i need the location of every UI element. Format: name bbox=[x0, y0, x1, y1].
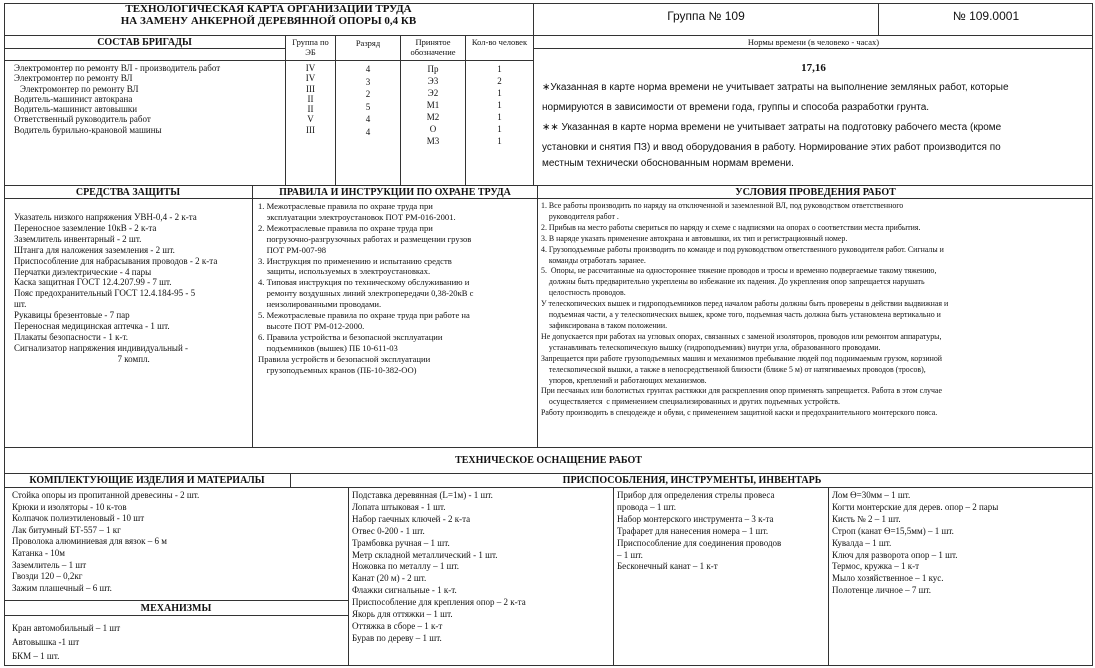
condition-line: Работу производить в спецодежде и обуви, с применением защитной каски и предохранительного монтерского пояса. bbox=[541, 408, 938, 418]
page-title-line1: ТЕХНОЛОГИЧЕСКАЯ КАРТА ОРГАНИЗАЦИИ ТРУДА bbox=[125, 3, 412, 15]
safety-rule-line: грузоподъемных кранов (ПБ-10-382-ОО) bbox=[258, 364, 417, 375]
group-number: Группа № 109 bbox=[667, 9, 745, 23]
safety-rule-line: высоте ПОТ РМ-012-2000. bbox=[258, 320, 365, 331]
brigade-count: 1 bbox=[497, 64, 502, 74]
material-item: Зажим плашечный – 6 шт. bbox=[12, 582, 112, 593]
condition-line: 1. Все работы производить по наряду на отключенной и заземленной ВЛ, под руководством ответственного bbox=[541, 201, 904, 210]
divider bbox=[4, 60, 533, 61]
tool-item: Прибор для определения стрелы провеса bbox=[617, 490, 775, 500]
brigade-group: III bbox=[306, 83, 315, 94]
safety-rule-line: 1. Межотраслевые правила по охране труда при bbox=[258, 201, 433, 211]
equipment-title: ТЕХНИЧЕСКОЕ ОСНАЩЕНИЕ РАБОТ bbox=[455, 455, 642, 466]
mechanisms-title: МЕХАНИЗМЫ bbox=[140, 603, 212, 614]
safety-rule-line: ПОТ РМ-007-98 bbox=[258, 244, 327, 255]
protection-item: 7 компл. bbox=[14, 353, 150, 364]
tool-item: Кувалда – 1 шт. bbox=[832, 537, 892, 548]
brigade-role: Водитель-машинист автокрана bbox=[14, 93, 133, 104]
safety-rule-line: 2. Межотраслевые правила по охране труда при bbox=[258, 222, 433, 233]
tool-item: Термос, кружка – 1 к-т bbox=[832, 561, 920, 572]
safety-rule-line: 3. Инструкция по применению и испытанию средств bbox=[258, 255, 452, 266]
brigade-counts bbox=[466, 63, 533, 147]
tool-item: провода – 1 шт. bbox=[617, 501, 677, 512]
divider bbox=[252, 185, 253, 447]
brigade-rank: 2 bbox=[365, 89, 371, 99]
condition-line: телескопической вышки, а также в непосредственной близости (ближе 5 м) от натягиваемых проводов (тросов), bbox=[541, 364, 926, 374]
protection-item: Приспособление для набрасывания проводов - 2 к-та bbox=[14, 255, 218, 266]
protection-item: Пояс предохранительный ГОСТ 12.4.184-95 - 5 bbox=[14, 288, 196, 299]
tool-item: Отвес 0-200 - 1 шт. bbox=[352, 525, 425, 536]
brigade-code: М3 bbox=[426, 136, 440, 146]
material-item: Катанка - 10м bbox=[12, 547, 65, 558]
material-item: Заземлитель – 1 шт bbox=[12, 559, 87, 570]
tool-item: Приспособление для крепления опор – 2 к-та bbox=[352, 597, 526, 608]
brigade-roles bbox=[14, 63, 220, 135]
safety-rules-list bbox=[258, 201, 473, 376]
material-item: Лак битумный БТ-557 – 1 кг bbox=[12, 524, 121, 535]
tool-item: Ножовка по металлу – 1 шт. bbox=[352, 561, 460, 572]
brigade-group: IV bbox=[305, 73, 316, 84]
tool-item: Якорь для оттяжки – 1 шт. bbox=[352, 609, 453, 620]
brigade-code: О bbox=[429, 124, 437, 134]
divider bbox=[4, 185, 1093, 186]
brigade-codes bbox=[401, 63, 465, 147]
divider bbox=[613, 487, 614, 666]
condition-line: 3. В наряде указать применение автокрана и автовышки, их тип и регистрационный номер. bbox=[541, 233, 848, 243]
brigade-count: 1 bbox=[497, 100, 502, 110]
norms-header: Нормы времени (в человеко - часах) bbox=[747, 37, 880, 47]
brigade-code: Пр bbox=[427, 64, 439, 74]
brigade-group: V bbox=[307, 114, 314, 125]
tools-list-2 bbox=[617, 490, 781, 573]
protection-item: шт. bbox=[14, 299, 27, 310]
norm-note-2b: установки и снятия ПЗ) и ввод оборудования в работу. Нормирование этих работ производится по bbox=[542, 142, 1001, 153]
divider bbox=[4, 600, 348, 601]
protection-item: Переносное заземление 10кВ - 2 к-та bbox=[14, 222, 157, 233]
brigade-code: М2 bbox=[426, 112, 440, 122]
brigade-count: 1 bbox=[497, 124, 502, 134]
safety-rule-line: 5. Межотраслевые правила по охране труда при работе на bbox=[258, 310, 470, 321]
condition-line: 5. Опоры, не рассчитанные на одностороннее тяжение проводов и тросы и временно подвергаемые такому тяжению, bbox=[541, 266, 937, 276]
tool-item: Флажки сигнальные - 1 к-т. bbox=[352, 585, 457, 596]
condition-line: должны быть предварительно укреплены во избежание их падения. До укрепления опор запрещается нарушать bbox=[541, 277, 925, 287]
brigade-code: М1 bbox=[426, 100, 440, 110]
protection-item: Штанга для наложения заземления - 2 шт. bbox=[14, 244, 175, 255]
divider bbox=[533, 3, 534, 185]
brigade-rank: 3 bbox=[365, 76, 371, 87]
protection-item: Заземлитель инвентарный - 2 шт. bbox=[14, 233, 142, 244]
condition-line: целостность проводов. bbox=[541, 288, 626, 298]
mechanism-item: Кран автомобильный – 1 шт bbox=[12, 623, 121, 633]
protection-item: Каска защитная ГОСТ 12.4.207.99 - 7 шт. bbox=[14, 277, 172, 288]
brigade-role: Водитель бурильно-крановой машины bbox=[14, 124, 162, 135]
tool-item: Когти монтерские для дерев. опор – 2 пары bbox=[832, 501, 999, 512]
tool-item: Подставка деревянная (L=1м) - 1 шт. bbox=[352, 490, 493, 500]
protection-item: Переносная медицинская аптечка - 1 шт. bbox=[14, 321, 170, 332]
brigade-group: II bbox=[307, 93, 314, 104]
tools-title: ПРИСПОСОБЛЕНИЯ, ИНСТРУМЕНТЫ, ИНВЕНТАРЬ bbox=[562, 475, 822, 486]
brigade-rank: 5 bbox=[365, 101, 371, 112]
materials-title: КОМПЛЕКТУЮЩИЕ ИЗДЕЛИЯ И МАТЕРИАЛЫ bbox=[29, 475, 265, 486]
norm-note-1a: ∗Указанная в карте норма времени не учитывает затраты на выполнение земляных работ, которые bbox=[542, 82, 1009, 93]
safety-rule-line: эксплуатации электроустановок ПОТ РМ-016-2001. bbox=[258, 211, 456, 222]
norm-value: 17,16 bbox=[801, 62, 826, 74]
norm-note-2c: местным технически обоснованным нормам времени. bbox=[542, 158, 794, 169]
brigade-role: Водитель-машинист автовышки bbox=[14, 104, 138, 115]
brigade-count: 1 bbox=[497, 112, 502, 122]
tool-item: Строп (канат Ө=15,5мм) – 1 шт. bbox=[832, 525, 954, 536]
protection-list bbox=[14, 212, 217, 365]
norm-note-2a: ∗∗ Указанная в карте норма времени не учитывает затраты на подготовку рабочего места (кроме bbox=[542, 122, 1002, 133]
material-item: Гвозди 120 – 0,2кг bbox=[12, 571, 83, 582]
material-item: Колпачок полиэтиленовый - 10 шт bbox=[12, 513, 145, 524]
tool-item: Трамбовка ручная – 1 шт. bbox=[352, 537, 450, 548]
tool-item: Лопата штыковая - 1 шт. bbox=[352, 501, 446, 512]
tool-item: Полотенце личное – 7 шт. bbox=[832, 585, 931, 596]
brigade-rank: 4 bbox=[365, 64, 371, 74]
mechanism-item: Автовышка -1 шт bbox=[12, 637, 80, 647]
material-item: Стойка опоры из пропитанной древесины - 2 шт. bbox=[12, 490, 200, 500]
condition-line: При песчаных или болотистых грунтах растяжки для раскрепления опор применять запрещается. Работа в этом случае bbox=[541, 386, 942, 396]
brigade-code: Э2 bbox=[427, 88, 439, 98]
brigade-ranks bbox=[336, 63, 400, 138]
divider bbox=[537, 185, 538, 447]
tool-item: – 1 шт. bbox=[617, 549, 643, 560]
brigade-rank: 4 bbox=[365, 126, 371, 137]
brigade-group: IV bbox=[305, 63, 316, 73]
brigade-count: 1 bbox=[497, 88, 502, 98]
safety-rule-line: защиты, используемых в электроустановках. bbox=[258, 266, 431, 277]
protection-item: Плакаты безопасности - 1 к-т. bbox=[14, 331, 128, 342]
mechanisms-list bbox=[12, 621, 120, 663]
divider bbox=[4, 48, 285, 49]
tool-item: Трафарет для нанесения номера – 1 шт. bbox=[617, 525, 769, 536]
divider bbox=[4, 473, 1093, 474]
brigade-groups bbox=[286, 63, 335, 135]
condition-line: руководителя работ . bbox=[541, 211, 619, 221]
tools-list-1 bbox=[352, 490, 526, 645]
tool-item: Набор монтерского инструмента – 3 к-та bbox=[617, 513, 774, 524]
tool-item: Мыло хозяйственное – 1 кус. bbox=[832, 573, 944, 584]
protection-title: СРЕДСТВА ЗАЩИТЫ bbox=[75, 187, 181, 198]
condition-line: команды отработать заранее. bbox=[541, 255, 646, 265]
safety-rule-line: 4. Типовая инструкция по техническому обслуживанию и bbox=[258, 277, 470, 288]
tool-item: Кисть № 2 – 1 шт. bbox=[832, 513, 901, 524]
material-item: Крюки и изоляторы - 10 к-тов bbox=[12, 501, 127, 512]
safety-rule-line: Правила устройств и безопасной эксплуатации bbox=[258, 353, 431, 364]
brigade-rank: 4 bbox=[365, 114, 371, 124]
mechanism-item: БКМ – 1 шт. bbox=[12, 651, 60, 661]
condition-line: устанавливать телескопическую вышку (гидроподъемник) внутри угла, образованного проводами. bbox=[541, 342, 881, 352]
count-header: Кол-во человек bbox=[471, 37, 528, 47]
condition-line: 2. Прибыв на место работы свериться по наряду и схеме с надписями на опорах о соответствии места прибытия. bbox=[541, 222, 921, 232]
brigade-code: Э3 bbox=[427, 76, 439, 86]
brigade-role: Электромонтер по ремонту ВЛ bbox=[20, 83, 139, 94]
brigade-count: 1 bbox=[497, 136, 502, 146]
brigade-role: Электромонтер по ремонту ВЛ bbox=[14, 73, 133, 84]
condition-line: подъемная части, а у телескопических вышек, кроме того, подъемная часть должна быть установлена вертикально и bbox=[541, 310, 941, 320]
safety-rule-line: ремонту воздушных линий электропередачи 0,38-20кВ с bbox=[258, 288, 474, 299]
brigade-role: Ответственный руководитель работ bbox=[14, 114, 151, 125]
brigade-group: II bbox=[307, 104, 314, 115]
tool-item: Метр складной металлический - 1 шт. bbox=[352, 549, 498, 560]
divider bbox=[4, 198, 1093, 199]
tool-item: Лом Ө=30мм – 1 шт. bbox=[832, 490, 911, 500]
divider bbox=[4, 615, 348, 616]
conditions-list bbox=[541, 201, 948, 419]
safety-rule-line: 6. Правила устройства и безопасной эксплуатации bbox=[258, 331, 443, 342]
protection-item: Сигнализатор напряжения индивидуальный - bbox=[14, 342, 189, 353]
brigade-group: III bbox=[306, 124, 315, 135]
protection-item: Рукавицы брезентовые - 7 пар bbox=[14, 310, 130, 321]
divider bbox=[4, 447, 1093, 448]
card-number: № 109.0001 bbox=[952, 9, 1020, 23]
material-item: Проволока алюминиевая для вязок – 6 м bbox=[12, 536, 167, 547]
divider bbox=[828, 487, 829, 666]
protection-item: Перчатки диэлектрические - 4 пары bbox=[14, 266, 152, 277]
condition-line: упоров, креплений и работающих механизмов. bbox=[541, 375, 707, 385]
tool-item: Канат (20 м) - 2 шт. bbox=[352, 573, 427, 584]
divider bbox=[348, 487, 349, 666]
divider bbox=[4, 487, 1093, 488]
brigade-header: СОСТАВ БРИГАДЫ bbox=[97, 37, 192, 48]
condition-line: 4. Грузоподъемные работы производить по команде и под руководством ответственного руководителя работ. Сигналы и bbox=[541, 244, 944, 254]
condition-line: зафиксирована в таком положении. bbox=[541, 320, 668, 330]
condition-line: Не допускается при работах на угловых опорах, связанных с заменой изоляторов, проводов или ремонтом аппаратуры, bbox=[541, 331, 942, 341]
tool-item: Ключ для разворота опор – 1 шт. bbox=[832, 549, 958, 560]
tool-item: Бурав по дереву – 1 шт. bbox=[352, 632, 442, 643]
tool-item: Приспособление для соединения проводов bbox=[617, 537, 782, 548]
norm-note-1b: нормируются в зависимости от времени года, группы и способа разработки грунта. bbox=[542, 102, 930, 113]
safety-rule-line: подъемников (вышек) ПБ 10-611-03 bbox=[258, 342, 398, 353]
page-title-line2: НА ЗАМЕНУ АНКЕРНОЙ ДЕРЕВЯННОЙ ОПОРЫ 0,4 КВ bbox=[120, 15, 417, 27]
safety-rule-line: неизолированными проводами. bbox=[258, 299, 382, 310]
condition-line: У телескопических вышек и гидроподъемников перед началом работы должны быть проверены в действии выдвижная и bbox=[541, 299, 949, 309]
brigade-role: Электромонтер по ремонту ВЛ - производитель работ bbox=[14, 63, 221, 73]
tool-item: Оттяжка в сборе – 1 к-т bbox=[352, 620, 443, 631]
rank-header: Разряд bbox=[355, 38, 381, 48]
tool-item: Бесконечный канат – 1 к-т bbox=[617, 561, 718, 572]
divider bbox=[4, 35, 1093, 36]
brigade-count: 2 bbox=[497, 76, 502, 86]
divider bbox=[534, 48, 1093, 49]
safety-rules-title: ПРАВИЛА И ИНСТРУКЦИИ ПО ОХРАНЕ ТРУДА bbox=[279, 187, 511, 198]
tool-item: Набор гаечных ключей - 2 к-та bbox=[352, 513, 471, 524]
condition-line: осуществляется с применением специализированных и других подъемных устройств. bbox=[541, 397, 840, 407]
protection-item: Указатель низкого напряжения УВН-0,4 - 2 к-та bbox=[14, 212, 197, 222]
condition-line: Запрещается при работе грузоподъемных машин и механизмов пребывание людей под поднимаемым грузом, корзиной bbox=[541, 353, 942, 363]
conditions-title: УСЛОВИЯ ПРОВЕДЕНИЯ РАБОТ bbox=[735, 187, 896, 198]
designation-header: Принятое обозначение bbox=[410, 37, 456, 57]
materials-list bbox=[12, 490, 199, 594]
safety-rule-line: погрузочно-разгрузочных работах и размещении грузов bbox=[258, 233, 472, 244]
tools-list-3 bbox=[832, 490, 998, 597]
eb-group-header: Группа по ЭБ bbox=[292, 37, 329, 57]
